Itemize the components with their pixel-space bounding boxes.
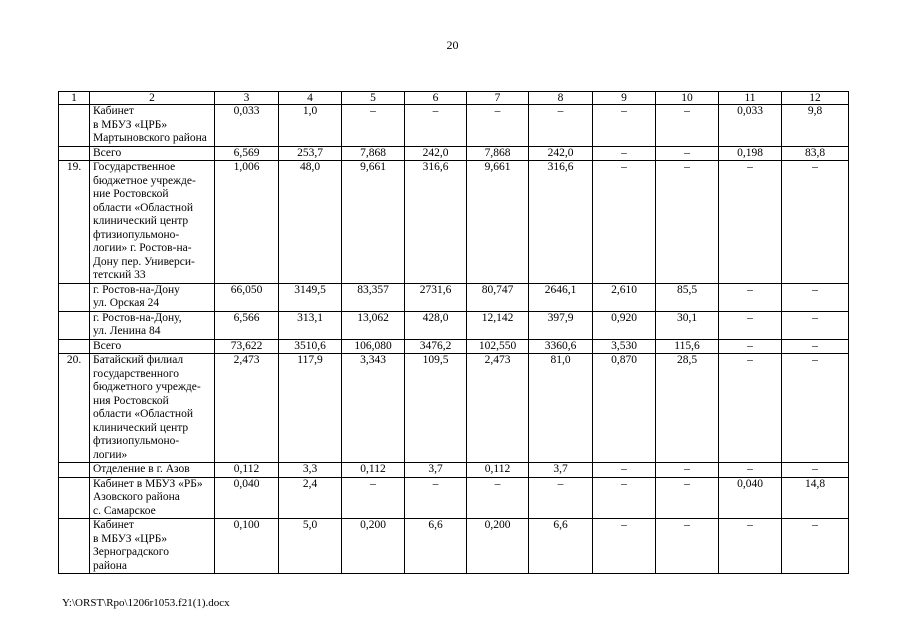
value-cell-col-4: 1,0 xyxy=(279,105,342,147)
value-cell-col-12: 9,8 xyxy=(782,105,849,147)
value-cell-col-12: – xyxy=(782,161,849,284)
value-cell-col-11: – xyxy=(719,354,782,463)
value-cell-col-6: 6,6 xyxy=(405,519,467,574)
table-row xyxy=(59,311,849,339)
value-cell-col-8: 397,9 xyxy=(529,311,593,339)
institution-name-cell: Всего xyxy=(90,339,215,354)
value-cell-col-8: – xyxy=(529,105,593,147)
value-cell-col-5: 0,200 xyxy=(342,519,405,574)
value-cell-col-11: – xyxy=(719,311,782,339)
table-row xyxy=(59,463,849,478)
column-number-row xyxy=(59,92,849,105)
value-cell-col-8: 6,6 xyxy=(529,519,593,574)
value-cell-col-9: 0,870 xyxy=(593,354,656,463)
institution-name-cell: Всего xyxy=(90,146,215,161)
row-number-cell: 20. xyxy=(59,354,90,463)
value-cell-col-8: – xyxy=(529,477,593,519)
value-cell-col-12: 83,8 xyxy=(782,146,849,161)
value-cell-col-7: 80,747 xyxy=(467,283,529,311)
value-cell-col-9: 2,610 xyxy=(593,283,656,311)
document-file-path: Y:\ORST\Rpo\1206r1053.f21(1).docx xyxy=(62,597,230,609)
value-cell-col-4: 48,0 xyxy=(279,161,342,284)
column-number: 10 xyxy=(656,92,719,105)
value-cell-col-5: – xyxy=(342,477,405,519)
value-cell-col-3: 0,040 xyxy=(215,477,279,519)
value-cell-col-8: 316,6 xyxy=(529,161,593,284)
value-cell-col-11: – xyxy=(719,519,782,574)
value-cell-col-4: 5,0 xyxy=(279,519,342,574)
table-row xyxy=(59,477,849,519)
value-cell-col-6: 109,5 xyxy=(405,354,467,463)
value-cell-col-5: 0,112 xyxy=(342,463,405,478)
value-cell-col-9: – xyxy=(593,161,656,284)
value-cell-col-6: 3476,2 xyxy=(405,339,467,354)
column-number: 7 xyxy=(467,92,529,105)
value-cell-col-7: – xyxy=(467,105,529,147)
value-cell-col-10: – xyxy=(656,105,719,147)
column-number: 9 xyxy=(593,92,656,105)
column-number: 2 xyxy=(90,92,215,105)
value-cell-col-5: 7,868 xyxy=(342,146,405,161)
value-cell-col-6: 3,7 xyxy=(405,463,467,478)
row-number-cell xyxy=(59,146,90,161)
value-cell-col-8: 242,0 xyxy=(529,146,593,161)
institution-name-cell: Кабинет в МБУЗ «ЦРБ» Мартыновского района xyxy=(90,105,215,147)
value-cell-col-11: 0,198 xyxy=(719,146,782,161)
column-number: 5 xyxy=(342,92,405,105)
value-cell-col-11: 0,033 xyxy=(719,105,782,147)
value-cell-col-6: – xyxy=(405,477,467,519)
value-cell-col-7: 12,142 xyxy=(467,311,529,339)
value-cell-col-3: 0,033 xyxy=(215,105,279,147)
value-cell-col-3: 1,006 xyxy=(215,161,279,284)
column-number: 8 xyxy=(529,92,593,105)
value-cell-col-4: 3,3 xyxy=(279,463,342,478)
value-cell-col-3: 73,622 xyxy=(215,339,279,354)
table-row xyxy=(59,105,849,147)
value-cell-col-5: 9,661 xyxy=(342,161,405,284)
row-number-cell xyxy=(59,283,90,311)
value-cell-col-4: 3149,5 xyxy=(279,283,342,311)
row-number-cell xyxy=(59,477,90,519)
value-cell-col-11: 0,040 xyxy=(719,477,782,519)
value-cell-col-8: 2646,1 xyxy=(529,283,593,311)
value-cell-col-3: 66,050 xyxy=(215,283,279,311)
value-cell-col-10: 115,6 xyxy=(656,339,719,354)
data-table xyxy=(58,91,849,574)
value-cell-col-9: – xyxy=(593,519,656,574)
table-row xyxy=(59,283,849,311)
value-cell-col-7: 2,473 xyxy=(467,354,529,463)
institution-name-cell: Отделение в г. Азов xyxy=(90,463,215,478)
column-number: 6 xyxy=(405,92,467,105)
value-cell-col-3: 0,112 xyxy=(215,463,279,478)
value-cell-col-12: – xyxy=(782,354,849,463)
value-cell-col-11: – xyxy=(719,161,782,284)
value-cell-col-9: – xyxy=(593,463,656,478)
value-cell-col-11: – xyxy=(719,463,782,478)
value-cell-col-3: 6,569 xyxy=(215,146,279,161)
institution-name-cell: г. Ростов-на-Дону, ул. Ленина 84 xyxy=(90,311,215,339)
value-cell-col-11: – xyxy=(719,339,782,354)
table-row xyxy=(59,519,849,574)
value-cell-col-6: 428,0 xyxy=(405,311,467,339)
institution-name-cell: Кабинет в МБУЗ «РБ» Азовского района с. Самарское xyxy=(90,477,215,519)
value-cell-col-5: – xyxy=(342,105,405,147)
row-number-cell xyxy=(59,339,90,354)
value-cell-col-5: 3,343 xyxy=(342,354,405,463)
column-number: 12 xyxy=(782,92,849,105)
value-cell-col-6: 2731,6 xyxy=(405,283,467,311)
value-cell-col-7: 7,868 xyxy=(467,146,529,161)
row-number-cell xyxy=(59,105,90,147)
value-cell-col-6: – xyxy=(405,105,467,147)
value-cell-col-9: – xyxy=(593,477,656,519)
value-cell-col-12: – xyxy=(782,463,849,478)
value-cell-col-10: 30,1 xyxy=(656,311,719,339)
value-cell-col-7: 0,200 xyxy=(467,519,529,574)
value-cell-col-4: 313,1 xyxy=(279,311,342,339)
row-number-cell xyxy=(59,463,90,478)
value-cell-col-9: 0,920 xyxy=(593,311,656,339)
value-cell-col-10: – xyxy=(656,146,719,161)
column-number: 11 xyxy=(719,92,782,105)
value-cell-col-4: 253,7 xyxy=(279,146,342,161)
table-body xyxy=(59,92,849,574)
table-row xyxy=(59,146,849,161)
value-cell-col-5: 106,080 xyxy=(342,339,405,354)
value-cell-col-3: 6,566 xyxy=(215,311,279,339)
value-cell-col-8: 3360,6 xyxy=(529,339,593,354)
value-cell-col-11: – xyxy=(719,283,782,311)
column-number: 4 xyxy=(279,92,342,105)
value-cell-col-7: 9,661 xyxy=(467,161,529,284)
institution-name-cell: г. Ростов-на-Дону ул. Орская 24 xyxy=(90,283,215,311)
value-cell-col-8: 81,0 xyxy=(529,354,593,463)
value-cell-col-10: 28,5 xyxy=(656,354,719,463)
value-cell-col-10: – xyxy=(656,477,719,519)
value-cell-col-8: 3,7 xyxy=(529,463,593,478)
row-number-cell: 19. xyxy=(59,161,90,284)
column-number: 3 xyxy=(215,92,279,105)
value-cell-col-10: 85,5 xyxy=(656,283,719,311)
value-cell-col-9: – xyxy=(593,105,656,147)
value-cell-col-5: 13,062 xyxy=(342,311,405,339)
page-number: 20 xyxy=(446,38,459,52)
value-cell-col-10: – xyxy=(656,519,719,574)
institution-name-cell: Государственное бюджетное учрежде- ние Ростовской области «Областной клинический центр фтизиопульмоно- логии» г. Ростов-на- Дону пер. Универси- тетский 33 xyxy=(90,161,215,284)
value-cell-col-4: 3510,6 xyxy=(279,339,342,354)
institution-name-cell: Батайский филиал государственного бюджетного учрежде- ния Ростовской области «Областной клинический центр фтизиопульмоно- логии» xyxy=(90,354,215,463)
value-cell-col-12: – xyxy=(782,283,849,311)
value-cell-col-7: 0,112 xyxy=(467,463,529,478)
value-cell-col-10: – xyxy=(656,463,719,478)
column-number: 1 xyxy=(59,92,90,105)
value-cell-col-6: 242,0 xyxy=(405,146,467,161)
value-cell-col-10: – xyxy=(656,161,719,284)
value-cell-col-6: 316,6 xyxy=(405,161,467,284)
value-cell-col-7: 102,550 xyxy=(467,339,529,354)
value-cell-col-3: 2,473 xyxy=(215,354,279,463)
table-row xyxy=(59,354,849,463)
value-cell-col-5: 83,357 xyxy=(342,283,405,311)
value-cell-col-12: – xyxy=(782,339,849,354)
value-cell-col-12: 14,8 xyxy=(782,477,849,519)
value-cell-col-3: 0,100 xyxy=(215,519,279,574)
value-cell-col-9: 3,530 xyxy=(593,339,656,354)
value-cell-col-12: – xyxy=(782,519,849,574)
table-row xyxy=(59,339,849,354)
value-cell-col-12: – xyxy=(782,311,849,339)
value-cell-col-4: 117,9 xyxy=(279,354,342,463)
row-number-cell xyxy=(59,311,90,339)
value-cell-col-7: – xyxy=(467,477,529,519)
row-number-cell xyxy=(59,519,90,574)
value-cell-col-9: – xyxy=(593,146,656,161)
table-row xyxy=(59,161,849,284)
institution-name-cell: Кабинет в МБУЗ «ЦРБ» Зерноградского района xyxy=(90,519,215,574)
value-cell-col-4: 2,4 xyxy=(279,477,342,519)
